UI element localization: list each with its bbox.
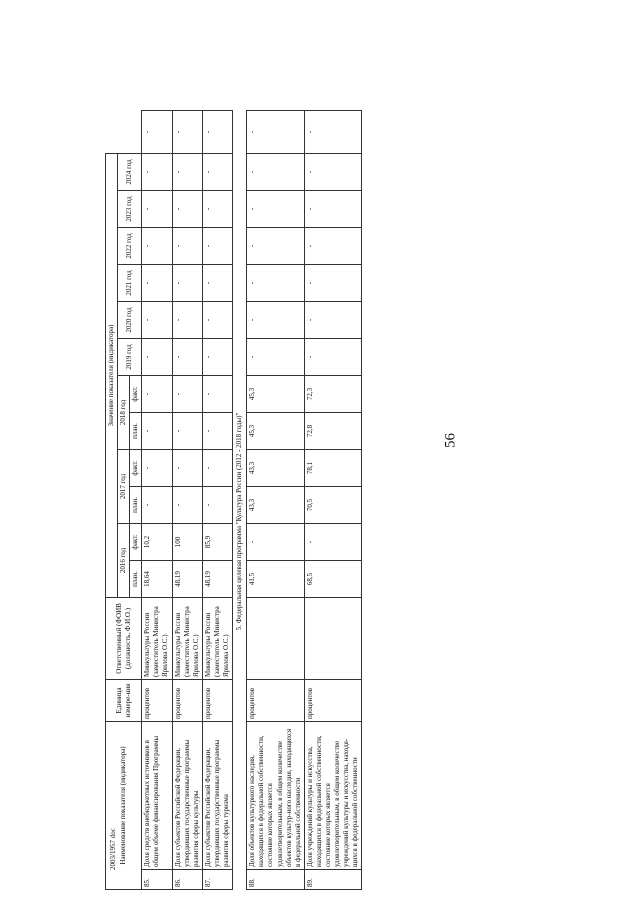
value-cell: - — [172, 111, 202, 154]
value-cell: - — [202, 191, 232, 228]
value-cell: - — [304, 339, 362, 376]
value-cell: 18,64 — [142, 561, 172, 598]
table-row — [202, 111, 232, 890]
header-2020: 2020 год — [118, 302, 142, 339]
value-cell: - — [142, 191, 172, 228]
indicator-table — [105, 110, 362, 890]
value-cell: - — [247, 153, 305, 190]
value-cell: - — [202, 228, 232, 265]
value-cell: - — [247, 524, 305, 561]
header-2021: 2021 год — [118, 265, 142, 302]
header-responsible: Ответственный (ФОИВ (должность, Ф.И.О.) — [106, 598, 142, 680]
value-cell: - — [202, 153, 232, 190]
unit-cell: процентов — [142, 680, 172, 722]
header-fact: факт. — [130, 376, 142, 413]
section-row — [233, 111, 247, 890]
value-cell: - — [172, 339, 202, 376]
header-name: Наименование показателя (индикатора) — [106, 722, 142, 890]
responsible-cell: Минкультуры России (заместитель Министра Ярилова О.С.) — [202, 598, 232, 680]
responsible-cell: Минкультуры России (заместитель Министра Ярилова О.С.) — [172, 598, 202, 680]
value-cell: - — [247, 191, 305, 228]
value-cell: 70,5 — [304, 487, 362, 524]
value-cell: - — [247, 339, 305, 376]
header-plan: план. — [130, 487, 142, 524]
value-cell: - — [142, 153, 172, 190]
header-2016: 2016 год — [118, 524, 130, 598]
value-cell: - — [304, 111, 362, 154]
value-cell: 48,19 — [172, 561, 202, 598]
unit-cell: процентов — [304, 680, 362, 722]
value-cell: - — [202, 265, 232, 302]
value-cell: - — [172, 265, 202, 302]
value-cell: - — [202, 302, 232, 339]
value-cell: - — [172, 302, 202, 339]
row-number: 89. — [304, 870, 362, 890]
page-number: 56 — [442, 433, 459, 448]
value-cell: 45,3 — [247, 413, 305, 450]
header-value-group: Значение показателя (индикатора) — [106, 153, 118, 597]
value-cell: 43,3 — [247, 487, 305, 524]
header-2018: 2018 год — [118, 376, 130, 450]
table-body — [142, 111, 362, 890]
value-cell: - — [172, 413, 202, 450]
responsible-cell — [247, 598, 305, 680]
table-row — [247, 111, 305, 890]
value-cell: - — [172, 228, 202, 265]
row-number: 85. — [142, 870, 172, 890]
value-cell: 85,9 — [202, 524, 232, 561]
header-2022: 2022 год — [118, 228, 142, 265]
value-cell: 45,3 — [247, 376, 305, 413]
value-cell: - — [142, 376, 172, 413]
value-cell: - — [202, 339, 232, 376]
value-cell: 48,19 — [202, 561, 232, 598]
indicator-name: Доля средств внебюджетных источников в общем объеме финансирования Программы — [142, 722, 172, 870]
unit-cell: процентов — [202, 680, 232, 722]
indicator-name: Доля субъектов Российской Федерации, утвердивших государственные программы развития сферы культуры — [172, 722, 202, 870]
value-cell: - — [172, 376, 202, 413]
value-cell: - — [142, 302, 172, 339]
value-cell: - — [304, 191, 362, 228]
table-row — [142, 111, 172, 890]
value-cell: - — [202, 450, 232, 487]
value-cell: - — [142, 413, 172, 450]
section-title: 5. Федеральная целевая программа "Культура России (2012 - 2018 годы)" — [233, 153, 247, 889]
value-cell: 72,8 — [304, 413, 362, 450]
table-row — [304, 111, 362, 890]
unit-cell: процентов — [247, 680, 305, 722]
footer-code: 2003/1957 doc — [109, 828, 117, 870]
value-cell: - — [172, 153, 202, 190]
value-cell: 10,2 — [142, 524, 172, 561]
header-fact: факт. — [130, 524, 142, 561]
value-cell: - — [304, 228, 362, 265]
value-cell: - — [142, 339, 172, 376]
value-cell: - — [202, 487, 232, 524]
value-cell: - — [304, 302, 362, 339]
value-cell: 41,5 — [247, 561, 305, 598]
value-cell: 72,3 — [304, 376, 362, 413]
value-cell: - — [202, 413, 232, 450]
value-cell: 43,3 — [247, 450, 305, 487]
header-2024: 2024 год — [118, 153, 142, 190]
value-cell: 68,5 — [304, 561, 362, 598]
header-2017: 2017 год — [118, 450, 130, 524]
value-cell: - — [172, 487, 202, 524]
header-fact: факт. — [130, 450, 142, 487]
responsible-cell — [304, 598, 362, 680]
rotated-table-wrapper — [105, 110, 595, 890]
unit-cell: процентов — [172, 680, 202, 722]
indicator-name: Доля учреждений культуры и искусства, находящихся в федеральной собственности, состояние которых является удовлетворительным, в общем количестве учреждений культуры и искусства, находя-щихся в федеральной собственности — [304, 722, 362, 870]
value-cell: - — [172, 191, 202, 228]
value-cell: - — [304, 265, 362, 302]
header-2023: 2023 год — [118, 191, 142, 228]
responsible-cell: Минкультуры России (заместитель Министра Ярилова О.С.) — [142, 598, 172, 680]
value-cell: 100 — [172, 524, 202, 561]
header-row-1 — [106, 111, 118, 890]
value-cell: - — [247, 265, 305, 302]
table-row — [172, 111, 202, 890]
header-plan: план. — [130, 561, 142, 598]
value-cell: - — [142, 111, 172, 154]
value-cell: - — [142, 228, 172, 265]
row-number: 87. — [202, 870, 232, 890]
value-cell: - — [202, 111, 232, 154]
value-cell: - — [247, 111, 305, 154]
header-2019: 2019 год — [118, 339, 142, 376]
value-cell: - — [202, 376, 232, 413]
value-cell: - — [172, 450, 202, 487]
value-cell: - — [247, 302, 305, 339]
value-cell: - — [304, 524, 362, 561]
header-unit: Единица измере-ния — [106, 680, 142, 722]
header-plan: план. — [130, 413, 142, 450]
value-cell: - — [142, 265, 172, 302]
row-number: 86. — [172, 870, 202, 890]
value-cell: - — [142, 450, 172, 487]
value-cell: 78,1 — [304, 450, 362, 487]
row-number: 88. — [247, 870, 305, 890]
indicator-name: Доля субъектов Российской Федерации, утвердивших государственные программы развития сферы туризма — [202, 722, 232, 870]
indicator-name: Доля объектов культурного наследия, находящихся в федеральной собственности, состояние которых является удовлетворительным, в общем количестве объектов культур-ного наследия, находящихся в федеральной собственности — [247, 722, 305, 870]
value-cell: - — [304, 153, 362, 190]
value-cell: - — [142, 487, 172, 524]
value-cell: - — [247, 228, 305, 265]
